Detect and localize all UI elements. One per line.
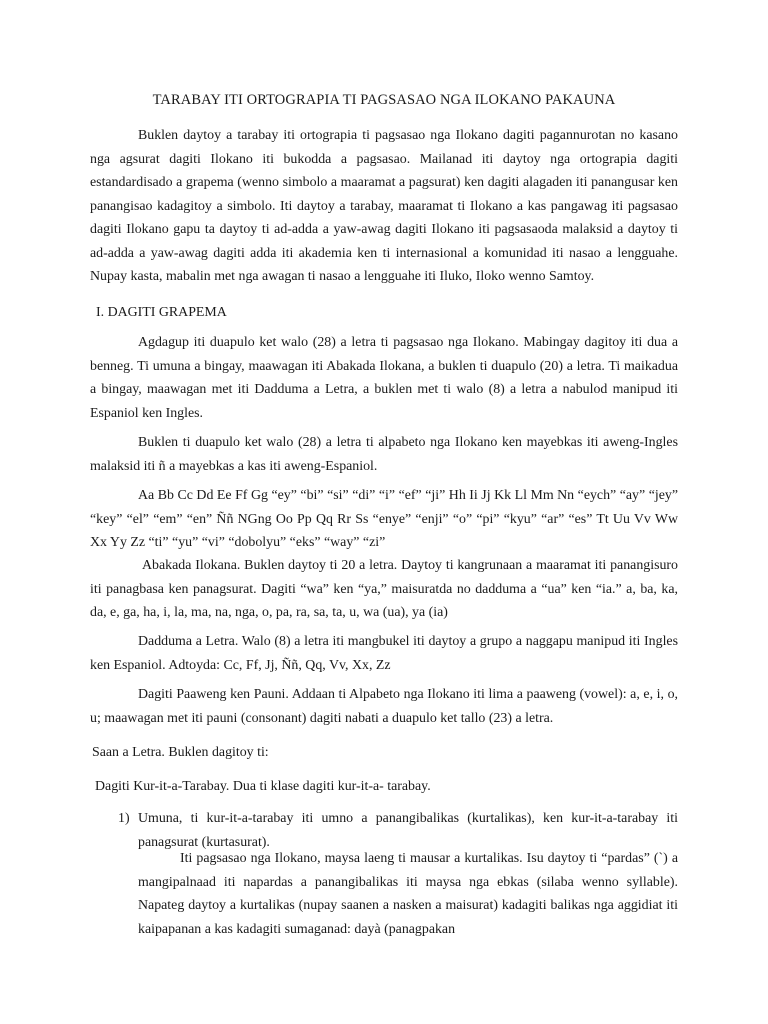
saan-a-letra-line: Saan a Letra. Buklen dagitoy ti: [92, 745, 269, 760]
document-title: TARABAY ITI ORTOGRAPIA TI PAGSASAO NGA ILOKANO PAKAUNA [152, 92, 616, 108]
list-number: 1) [118, 811, 130, 826]
list-item-body: Umuna, ti kur-it-a-tarabay iti umno a panangibalikas (kurtalikas), ken kur-it-a-tarabay iti panagsurat (kurtasurat). [138, 811, 678, 850]
grapema-paragraph: Agdagup iti duapulo ket walo (28) a letra ti pagsasao nga Ilokano. Mabingay dagitoy iti dua a benneg. Ti umuna a bingay, maawagan iti Abakada Ilokana, a buklen ti duapulo (20) a letra. Ti maikadua a bingay, maawagan met iti Dadduma a Letra, a buklen met ti walo (8) a letra a nabulod manipud iti Espaniol ken Ingles. [90, 335, 678, 421]
paaweng-paragraph: Dagiti Paaweng ken Pauni. Addaan ti Alpabeto nga Ilokano iti lima a paaweng (vowel): a, e, i, o, u; maawagan met iti pauni (consonant) dagiti nabati a duapulo ket tallo (23) a letra. [90, 687, 678, 726]
letters-paragraph: Aa Bb Cc Dd Ee Ff Gg “ey” “bi” “si” “di” “i” “ef” “ji” Hh Ii Jj Kk Ll Mm Nn “eych” “ay” “jey” “key” “el” “em” “en” Ññ NGng Oo Pp Qq Rr Ss “enye” “enji” “o” “pi” “kyu” “ar” “es” Tt Uu Vv Ww Xx Yy Zz “ti” “yu” “vi” “dobolyu” “eks” “way” “zi” [90, 488, 678, 550]
dadduma-paragraph: Dadduma a Letra. Walo (8) a letra iti mangbukel iti daytoy a grupo a naggapu manipud iti Ingles ken Espaniol. Adtoyda: Cc, Ff, Jj, Ññ, Qq, Vv, Xx, Zz [90, 634, 678, 673]
alpabeto-paragraph: Buklen ti duapulo ket walo (28) a letra ti alpabeto nga Ilokano ken mayebkas iti aweng-Ingles malaksid iti ñ a mayebkas a kas iti aweng-Espaniol. [90, 435, 678, 474]
abakada-paragraph: Abakada Ilokana. Buklen daytoy ti 20 a letra. Daytoy ti kangrunaan a maaramat iti panangisuro iti panagbasa ken panagsurat. Dagiti “wa” ken “ya,” maisuratda no dadduma a “ua” ken “ia.” a, ba, ka, da, e, ga, ha, i, la, ma, na, nga, o, pa, ra, sa, ta, u, wa (ua), ya (ia) [90, 558, 678, 620]
section-heading-grapema: I. DAGITI GRAPEMA [96, 305, 227, 320]
list-item-subparagraph: Iti pagsasao nga Ilokano, maysa laeng ti mausar a kurtalikas. Isu daytoy ti “pardas” (`) a mangipalnaad iti napardas a panangibalikas iti maysa nga ebkas (silaba wenno syllable). Napateg daytoy a kurtalikas (nupay saanen a nasken a maisurat) kadagiti balikas nga aggidiat iti kaipapanan a kas kadagiti sumaganad: dayà (panagpakan [138, 851, 678, 937]
intro-paragraph: Buklen daytoy a tarabay iti ortograpia ti pagsasao nga Ilokano dagiti pagannurotan no kasano nga agsurat dagiti Ilokano iti bukodda a pagsasao. Mailanad iti daytoy nga ortograpia dagiti estandardisado a grapema (wenno simbolo a maaramat a pagsurat) ken dagiti alagaden iti panangusar ken panangisao kadagitoy a simbolo. Iti daytoy a tarabay, maaramat ti Ilokano a kas pangawag iti pagsasao dagiti Ilokano gapu ta daytoy ti ad-adda a yaw-awag dagiti Ilokano iti pagsasaoda malaksid a daytoy ti ad-adda a yaw-awag dagiti adda iti akademia ken ti internasional a komunidad iti nasao a lengguahe. Nupay kasta, mabalin met nga awagan ti nasao a lengguahe iti Iluko, Iloko wenno Samtoy. [90, 128, 678, 284]
kurit-line: Dagiti Kur-it-a-Tarabay. Dua ti klase dagiti kur-it-a- tarabay. [95, 779, 431, 794]
